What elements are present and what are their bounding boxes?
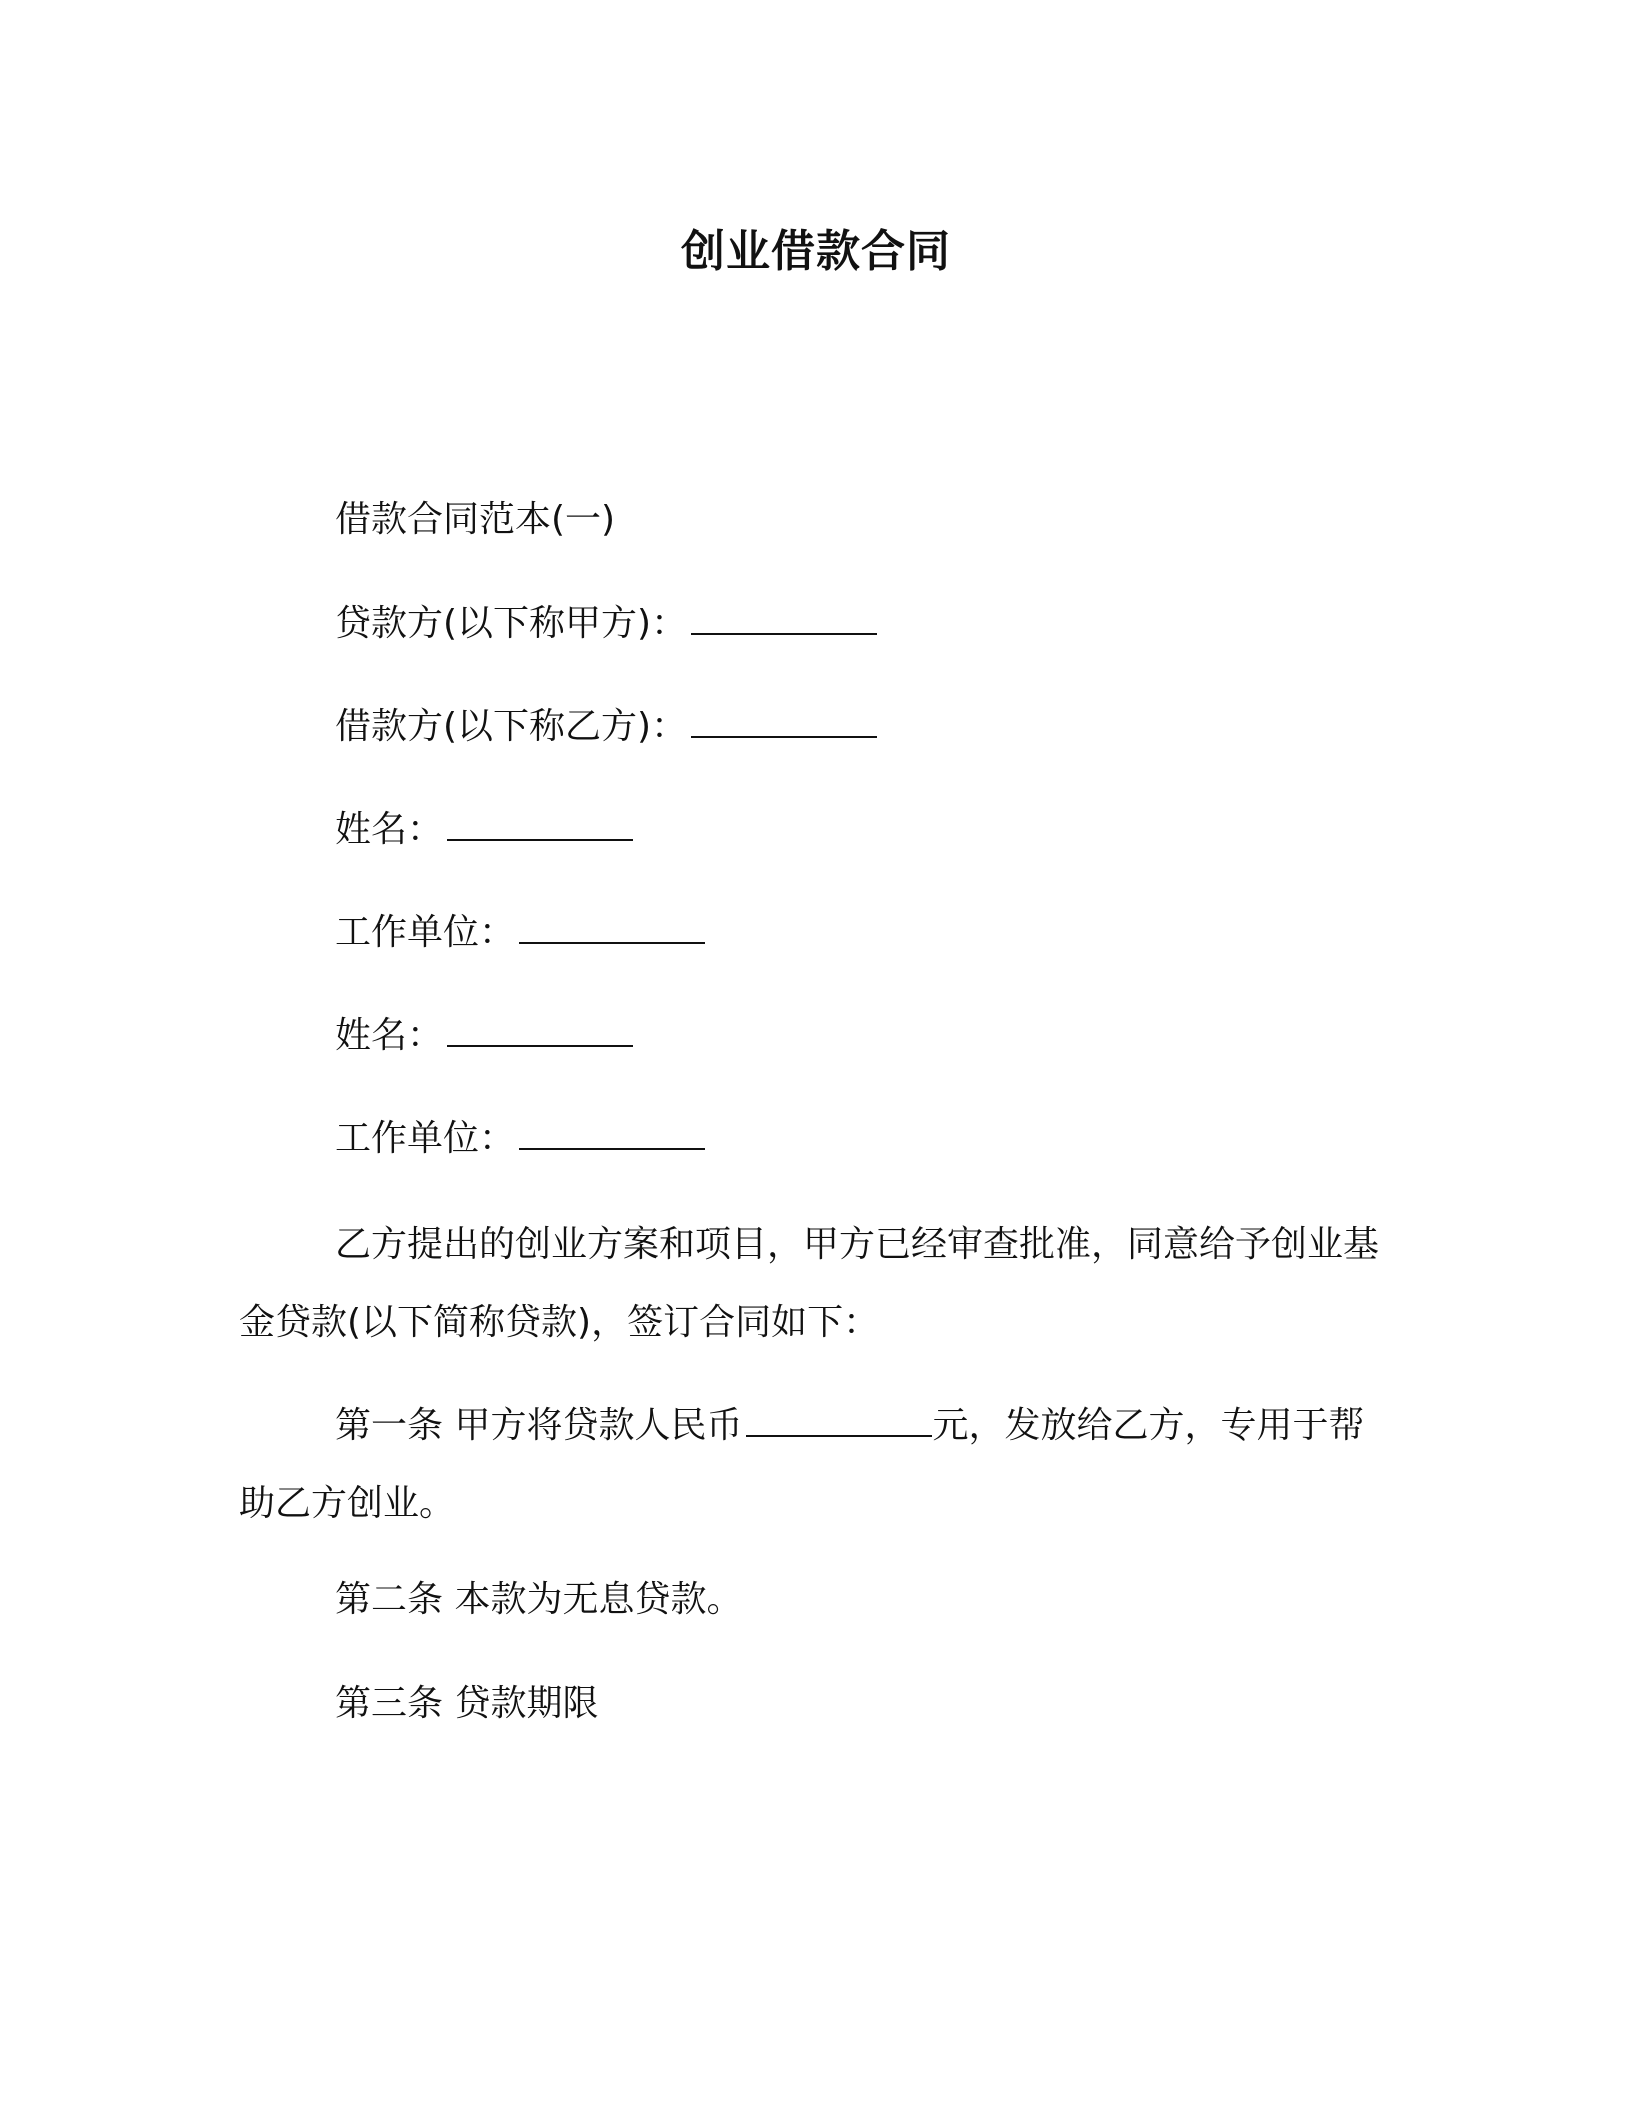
article-2: 第二条 本款为无息贷款。 — [335, 1579, 743, 1620]
lender-label: 贷款方(以下称甲方)： — [335, 603, 688, 644]
work-unit-blank-1 — [519, 912, 705, 944]
article-1-text-part1: 第一条 甲方将贷款人民币 — [335, 1405, 743, 1446]
article-1 — [239, 1387, 1389, 1543]
name-label-2: 姓名： — [335, 1015, 444, 1056]
name-line-2 — [335, 1012, 633, 1060]
name-label-1: 姓名： — [335, 809, 444, 850]
lender-line — [335, 600, 877, 648]
article-1-text-part2: 元，发放给乙方，专用于帮助乙方创业。 — [239, 1405, 1365, 1524]
work-unit-blank-2 — [519, 1118, 705, 1150]
borrower-blank — [691, 706, 877, 738]
borrower-line — [335, 703, 877, 751]
name-line-1 — [335, 806, 633, 854]
document-title: 创业借款合同 — [681, 226, 951, 277]
article-3: 第三条 贷款期限 — [335, 1683, 599, 1724]
name-blank-1 — [447, 809, 633, 841]
work-unit-line-1 — [335, 909, 705, 957]
lender-blank — [691, 603, 877, 635]
work-unit-label-2: 工作单位： — [335, 1118, 516, 1159]
work-unit-line-2 — [335, 1115, 705, 1163]
loan-amount-blank — [746, 1405, 932, 1437]
borrower-label: 借款方(以下称乙方)： — [335, 706, 688, 747]
intro-paragraph: 乙方提出的创业方案和项目，甲方已经审查批准，同意给予创业基金贷款(以下简称贷款)，签订合同如下： — [239, 1224, 1380, 1343]
name-blank-2 — [447, 1015, 633, 1047]
contract-subtitle: 借款合同范本(一) — [335, 499, 616, 540]
work-unit-label-1: 工作单位： — [335, 912, 516, 953]
